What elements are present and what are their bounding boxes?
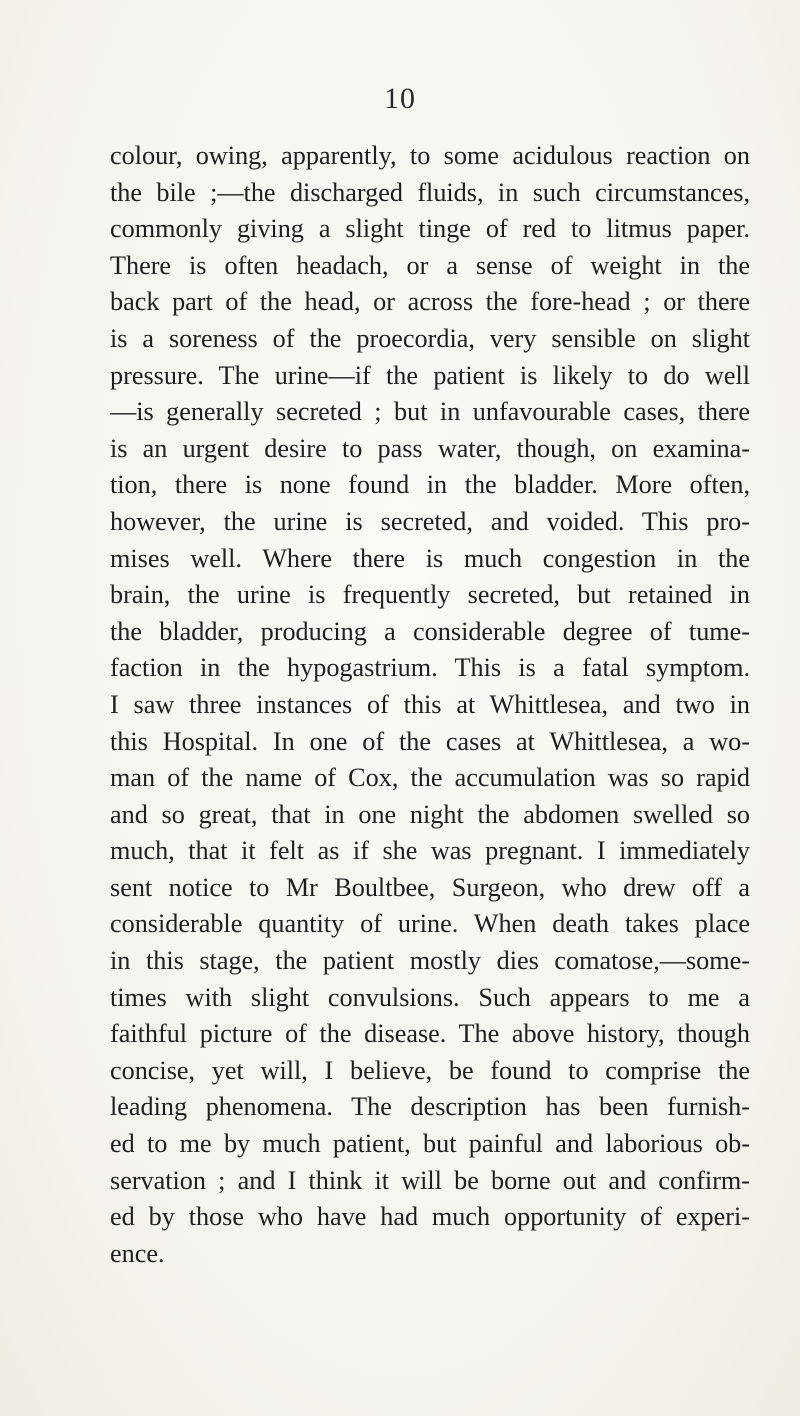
text-line: in this stage, the patient mostly dies comatose,—some- [110, 946, 750, 976]
text-line: is an urgent desire to pass water, though, on examina- [110, 433, 750, 463]
text-line: ence. [110, 1238, 165, 1268]
text-line: brain, the urine is frequently secreted, but retained in [110, 580, 750, 610]
text-line: faithful picture of the disease. The above history, though [110, 1019, 750, 1049]
text-line: however, the urine is secreted, and voided. This pro- [110, 506, 750, 536]
text-line: I saw three instances of this at Whittlesea, and two in [110, 689, 750, 719]
text-line: this Hospital. In one of the cases at Whittlesea, a wo- [110, 726, 750, 756]
text-line: is a soreness of the proecordia, very sensible on slight [110, 323, 750, 353]
page-number: 10 [384, 82, 416, 115]
text-line: tion, there is none found in the bladder. More often, [110, 470, 750, 500]
text-line: sent notice to Mr Boultbee, Surgeon, who drew off a [110, 872, 750, 902]
text-line: commonly giving a slight tinge of red to litmus paper. [110, 214, 750, 244]
text-line: There is often headach, or a sense of weight in the [110, 250, 750, 280]
text-line: back part of the head, or across the fore-head ; or there [110, 287, 750, 317]
text-line: faction in the hypogastrium. This is a fatal symptom. [110, 653, 750, 683]
text-line: times with slight convulsions. Such appears to me a [110, 982, 750, 1012]
text-line: —is generally secreted ; but in unfavourable cases, there [110, 397, 750, 427]
text-line: the bladder, producing a considerable degree of tume- [110, 616, 750, 646]
text-line: and so great, that in one night the abdomen swelled so [110, 799, 750, 829]
text-line: leading phenomena. The description has been furnish- [110, 1092, 750, 1122]
text-line: pressure. The urine—if the patient is likely to do well [110, 360, 750, 390]
text-line: much, that it felt as if she was pregnant. I immediately [110, 836, 750, 866]
text-line: ed by those who have had much opportunity of experi- [110, 1202, 750, 1232]
body-text [110, 138, 750, 1272]
text-line: colour, owing, apparently, to some acidulous reaction on [110, 141, 750, 170]
text-line: mises well. Where there is much congestion in the [110, 543, 750, 573]
text-line: ed to me by much patient, but painful and laborious ob- [110, 1129, 750, 1159]
text-line: the bile ;—the discharged fluids, in such circumstances, [110, 177, 750, 207]
text-line: concise, yet will, I believe, be found to comprise the [110, 1055, 750, 1085]
text-line: man of the name of Cox, the accumulation was so rapid [110, 763, 750, 793]
text-line: considerable quantity of urine. When death takes place [110, 909, 750, 939]
text-line: servation ; and I think it will be borne out and confirm- [110, 1165, 750, 1195]
